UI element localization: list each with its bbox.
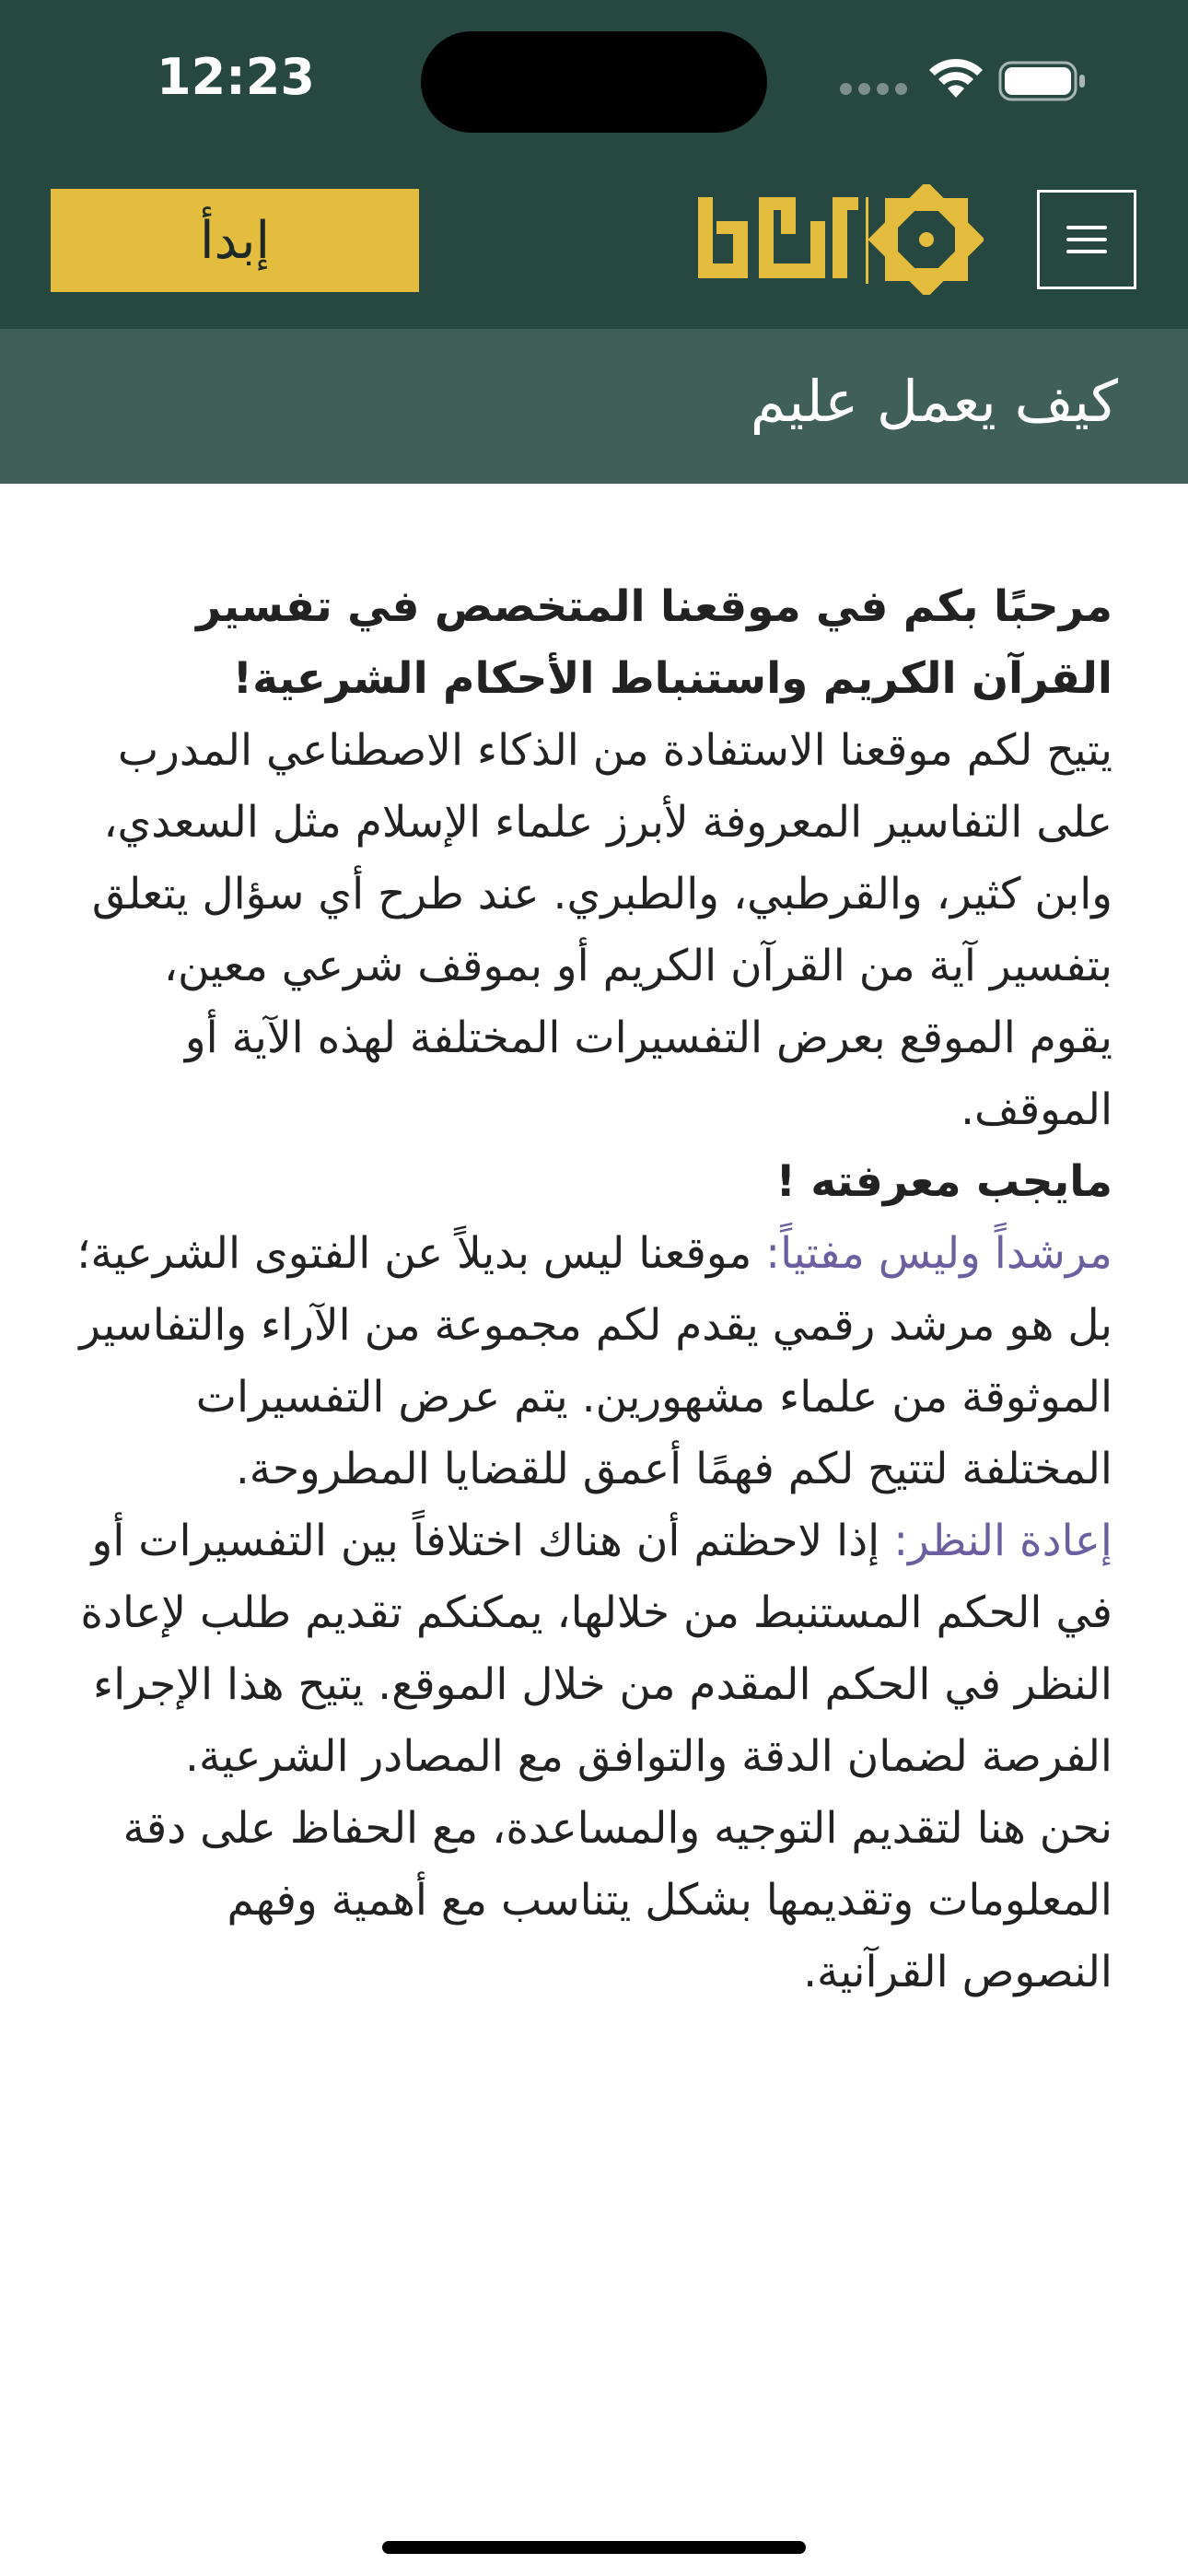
section-heading: مايجب معرفته !	[775, 1156, 1112, 1207]
battery-icon	[998, 61, 1087, 101]
intro-paragraph: يتيح لكم موقعنا الاستفادة من الذكاء الاصطناعي المدرب على التفاسير المعروفة لأبرز علماء الإسلام مثل السعدي، وابن كثير، والقرطبي، والطبري. عند طرح أي سؤال يتعلق بتفسير آية من القرآن الكريم أو بموقف شرعي معين، يقوم الموقع بعرض التفسيرات المختلفة لهذه الآية أو الموقف.	[91, 725, 1112, 1135]
status-time: 12:23	[157, 48, 315, 106]
review-text: إذا لاحظتم أن هناك اختلافاً بين التفسيرات أو في الحكم المستنبط من خلالها، يمكنكم تقديم طلب لإعادة النظر في الحكم المقدم من خلال الموقع. يتيح هذا الإجراء الفرصة لضمان الدقة والتوافق مع المصادر الشرعية.	[80, 1516, 1112, 1782]
cellular-signal-icon	[840, 83, 907, 95]
guide-paragraph	[70, 1218, 1112, 1505]
logo[interactable]	[696, 184, 984, 295]
review-paragraph	[70, 1505, 1112, 1793]
logo-graphic	[696, 184, 984, 295]
review-label: إعادة النظر:	[893, 1516, 1112, 1566]
page-title: كيف يعمل عليم	[750, 368, 1118, 435]
main-content	[70, 571, 1112, 2008]
closing-paragraph: نحن هنا لتقديم التوجيه والمساعدة، مع الحفاظ على دقة المعلومات وتقديمها بشكل يتناسب مع أهمية وفهم النصوص القرآنية.	[122, 1803, 1112, 1997]
title-band	[0, 329, 1188, 484]
wifi-icon	[927, 57, 984, 100]
intro-heading: مرحبًا بكم في موقعنا المتخصص في تفسير القرآن الكريم واستنباط الأحكام الشرعية!	[196, 581, 1112, 704]
menu-icon	[1066, 226, 1107, 253]
app-header	[0, 0, 1188, 329]
menu-button[interactable]	[1037, 190, 1136, 289]
start-button[interactable]: إبدأ	[51, 189, 419, 292]
dynamic-island	[421, 31, 767, 133]
guide-label: مرشداً وليس مفتياً:	[765, 1228, 1112, 1279]
status-icons	[840, 57, 1089, 103]
home-indicator[interactable]	[382, 2541, 806, 2554]
guide-text: موقعنا ليس بديلاً عن الفتوى الشرعية؛ بل هو مرشد رقمي يقدم لكم مجموعة من الآراء والتفاسير الموثوقة من علماء مشهورين. يتم عرض التفسيرات المختلفة لتتيح لكم فهمًا أعمق للقضايا المطروحة.	[76, 1228, 1112, 1494]
logo-star-icon	[877, 190, 975, 288]
